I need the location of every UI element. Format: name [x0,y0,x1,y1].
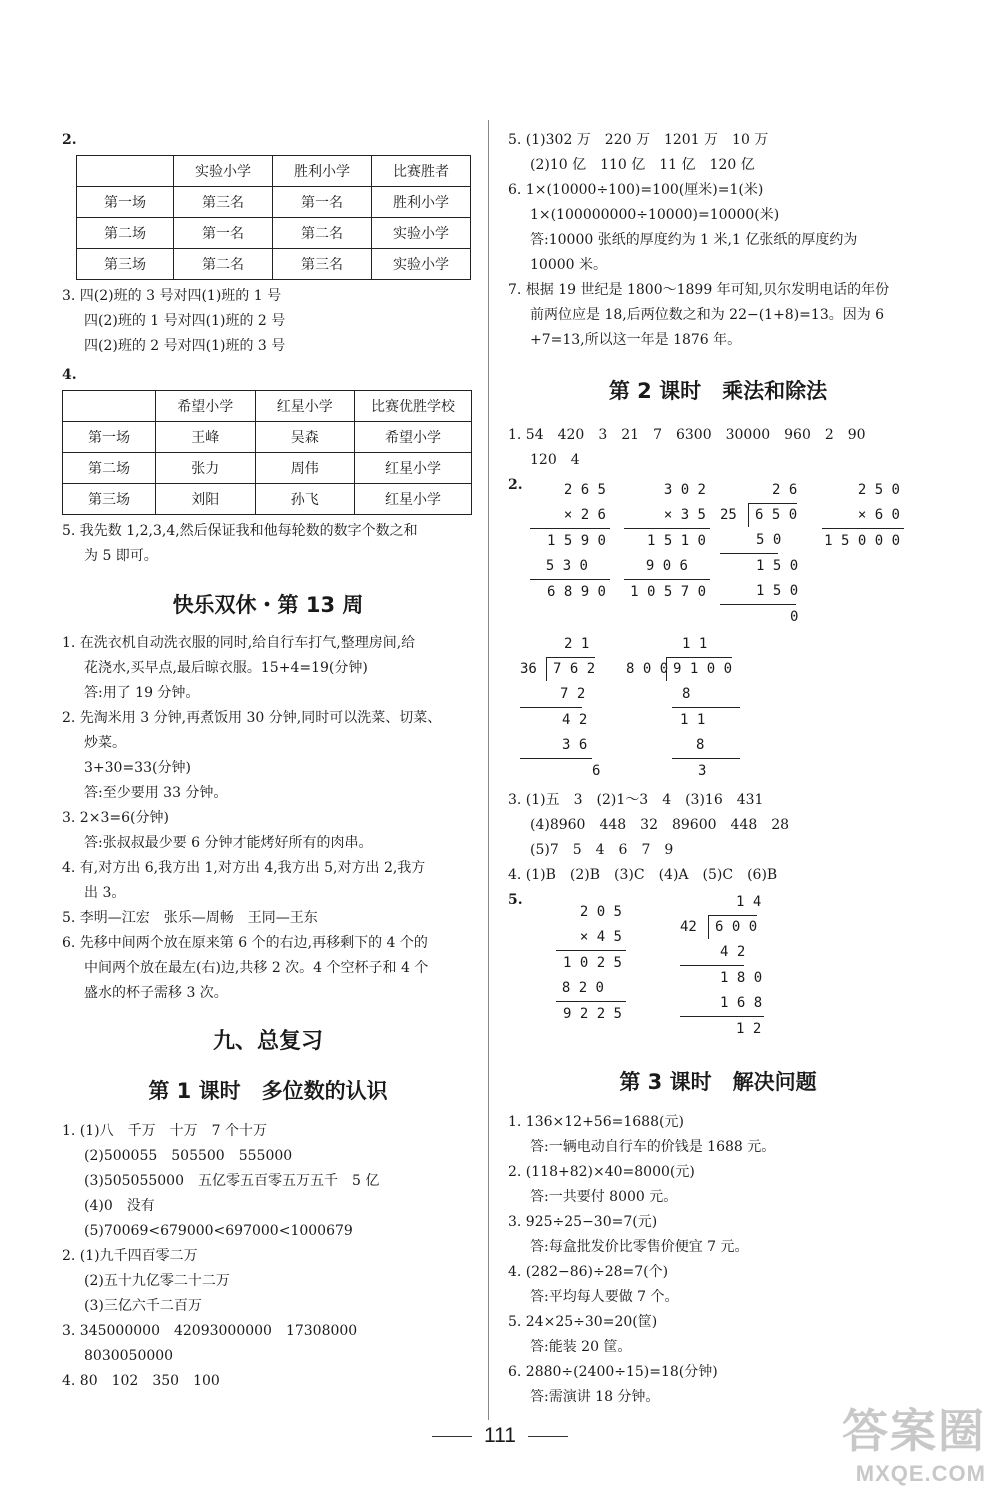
calc-line: 6 0 0 [708,915,757,939]
calc-line: 2 1 [564,636,590,652]
answer-line: 盛水的杯子需移 3 次。 [84,985,228,1001]
calc-line: 1 1 [682,636,708,652]
q4-cell: 希望小学 [355,422,472,453]
calc-line: 4 2 [680,940,744,966]
page-dash-right [528,1436,568,1437]
calc-line: 9 1 0 0 [666,657,732,681]
lesson3-title: 第 3 课时 解决问题 [619,1070,817,1094]
answer-line: 5. 24×25÷30=20(筐) [508,1314,658,1330]
q4-cell: 第二场 [63,453,156,484]
column-divider [488,120,489,1420]
page-dash-left [432,1436,472,1437]
calc-line: 1 5 0 [720,579,796,605]
answer-line: 1. 54 420 3 21 7 6300 30000 960 2 90 [508,427,866,443]
calc-line: 2 0 5 [579,904,622,920]
q4-table [62,390,472,515]
q4-cell: 周伟 [255,453,355,484]
calc-multiply-265x26 [530,478,610,605]
q4-th-3: 比赛优胜学校 [355,391,472,422]
calc-line: 6 8 9 0 [546,584,606,600]
q4-cell: 红星小学 [355,453,472,484]
answer-line: 答:至少要用 33 分钟。 [84,785,228,801]
answer-line: 4. 有,对方出 6,我方出 1,对方出 4,我方出 5,对方出 2,我方 [62,860,426,876]
answer-line: 答:每盒批发价比零售价便宜 7 元。 [530,1239,749,1255]
answer-line: 答:一辆电动自行车的价钱是 1688 元。 [530,1139,776,1155]
q2-cell: 第一场 [77,187,174,218]
q4-cell: 孙飞 [255,484,355,515]
answer-line: 1. (1)八 千万 十万 7 个十万 [62,1123,267,1139]
q5-number: 5. [508,892,523,908]
answer-line: 3+30=33(分钟) [84,760,191,776]
q4-cell: 第一场 [63,422,156,453]
answer-line: 6. 先移中间两个放在原来第 6 个的右边,再移剩下的 4 个的 [62,935,428,951]
answer-line: (5)7 5 4 6 7 9 [530,842,674,858]
answer-line: (2)500055 505500 555000 [84,1148,293,1164]
q5-line: 5. 我先数 1,2,3,4,然后保证我和他每轮数的数字个数之和 [62,523,418,539]
calc-divisor-row [680,915,780,940]
answer-line: 答:用了 19 分钟。 [84,685,200,701]
q4-th-2: 红星小学 [255,391,355,422]
answer-line: 答:一共要付 8000 元。 [530,1189,678,1205]
lesson1-title: 第 1 课时 多位数的认识 [148,1079,388,1103]
calc-line: 25 [720,507,737,523]
calc-divide-9100-by-800 [626,632,746,784]
q2-th-3: 比赛胜者 [372,156,471,187]
answer-line: 答:平均每人要做 7 个。 [530,1289,679,1305]
answer-line: 5. 李明—江宏 张乐—周畅 王同—王东 [62,910,318,926]
calc-divide-650-by-25 [720,478,816,630]
answer-line: (3)三亿六千二百万 [84,1298,202,1314]
calc-line: × 4 5 [556,925,626,951]
lesson2-title: 第 2 课时 乘法和除法 [608,379,828,403]
q3-line: 3. 四(2)班的 3 号对四(1)班的 1 号 [62,288,282,304]
q2-th-1: 实验小学 [174,156,273,187]
q2-cell: 第二场 [77,218,174,249]
answer-line: 2. (1)九千四百零二万 [62,1248,198,1264]
calc-line: 2 6 5 [563,482,606,498]
calc-line: 3 [698,763,707,779]
q2-cell: 第三名 [174,187,273,218]
calc-line: 5 0 [720,528,778,554]
answer-line: 1. 在洗衣机自动洗衣服的同时,给自行车打气,整理房间,给 [62,635,416,651]
section-title: 快乐双休・第 13 周 [172,593,364,617]
answer-line: (4)0 没有 [84,1198,155,1214]
calc-line: 8 2 0 [556,976,626,1002]
calc-line: 9 2 2 5 [562,1006,622,1022]
answer-line: 3. 2×3=6(分钟) [62,810,169,826]
answer-line: (4)8960 448 32 89600 448 28 [530,817,790,833]
calc-line: 5 3 0 [530,554,610,580]
q4-th-0 [63,391,156,422]
calc-multiply-250x60 [822,478,904,554]
calc-divisor-row [520,657,620,682]
calc-line: 2 5 0 [857,482,900,498]
q4-number: 4. [62,367,77,383]
q2-cell: 第三场 [77,249,174,280]
q2-th-0 [77,156,174,187]
calc-divisor-row [626,657,746,682]
answer-line: 2. (118+82)×40=8000(元) [508,1164,695,1180]
calc-line: 42 [680,919,697,935]
calc-line: 36 [520,661,537,677]
q3-line: 四(2)班的 2 号对四(1)班的 3 号 [84,338,286,354]
answer-line: 答:需演讲 18 分钟。 [530,1389,660,1405]
answer-line: 10000 米。 [530,257,607,273]
calc-line: 8 [672,682,740,708]
answer-line: 2. 先淘米用 3 分钟,再煮饭用 30 分钟,同时可以洗菜、切菜、 [62,710,442,726]
q3-line: 四(2)班的 1 号对四(1)班的 2 号 [84,313,286,329]
lesson3-section [508,1066,928,1410]
q4-cell: 吴森 [255,422,355,453]
page-number-text: 111 [484,1424,516,1447]
answer-line: 4. (282−86)÷28=7(个) [508,1264,669,1280]
calc-line: 3 0 2 [663,482,706,498]
q4-cell: 红星小学 [355,484,472,515]
answer-line: 7. 根据 19 世纪是 1800～1899 年可知,贝尔发明电话的年份 [508,282,890,298]
q2-th-2: 胜利小学 [273,156,372,187]
answer-line: 8030050000 [84,1348,174,1364]
answer-line: (5)70069<679000<697000<1000679 [84,1223,353,1239]
answer-line: (2)10 亿 110 亿 11 亿 120 亿 [530,157,755,173]
watermark-logo-text: 答案圈 [842,1405,986,1457]
answer-line: 4. (1)B (2)B (3)C (4)A (5)C (6)B [508,867,778,883]
q2-cell: 实验小学 [372,249,471,280]
calc-line: 4 2 [562,712,588,728]
answer-line: (3)505055000 五亿零五百零五万五千 5 亿 [84,1173,380,1189]
q2-cell: 第一名 [273,187,372,218]
calc-line: 2 6 [772,482,798,498]
q2-number: 2. [62,132,77,148]
answer-line: 3. 925÷25−30=7(元) [508,1214,658,1230]
calc-line: 1 4 [736,894,762,910]
q2-cell: 第一名 [174,218,273,249]
q2-cell: 第三名 [273,249,372,280]
q2-number: 2. [508,477,523,493]
answer-line: 1×(100000000÷10000)=10000(米) [530,207,780,223]
q2-cell: 实验小学 [372,218,471,249]
q2-table [76,155,471,280]
calc-divide-600-by-42 [680,890,780,1042]
q2-cell: 第二名 [174,249,273,280]
answer-line: 答:能装 20 筐。 [530,1339,632,1355]
calc-line: 1 5 0 0 0 [824,533,900,549]
q2-cell: 胜利小学 [372,187,471,218]
calc-line: 8 [672,733,740,759]
answer-line: 1. 136×12+56=1688(元) [508,1114,684,1130]
answer-line: 前两位应是 18,后两位数之和为 22−(1+8)=13。因为 6 [530,307,885,323]
answer-line: 答:张叔叔最少要 6 分钟才能烤好所有的肉串。 [84,835,373,851]
calc-line: 1 0 2 5 [562,955,622,971]
calc-line: 9 0 6 [624,554,710,580]
answer-line: 花浇水,买早点,最后晾衣服。15+4=19(分钟) [84,660,368,676]
calc-line: 6 [592,763,601,779]
q5-line: 为 5 即可。 [84,548,158,564]
answer-line: 3. (1)五 3 (2)1～3 4 (3)16 431 [508,792,764,808]
calc-line: 3 6 [520,733,592,759]
calc-line: × 2 6 [530,503,610,529]
q4-cell: 第三场 [63,484,156,515]
calc-line: × 6 0 [822,503,904,529]
calc-line: 1 6 8 [680,991,764,1017]
q4-cell: 刘阳 [156,484,256,515]
calc-line: 1 5 9 0 [546,533,606,549]
watermark [842,1395,986,1487]
calc-line: 1 0 5 7 0 [630,584,706,600]
calc-multiply-302x35 [624,478,710,605]
q2-cell: 第二名 [273,218,372,249]
calc-line: 8 0 0 [626,661,669,677]
calc-line: 0 [790,609,799,625]
calc-line: 1 1 [680,712,706,728]
calc-line: 1 8 0 [720,970,763,986]
calc-line: 1 2 [736,1021,762,1037]
answer-line: 4. 80 102 350 100 [62,1373,220,1389]
calc-line: × 3 5 [624,503,710,529]
left-column [62,128,474,1394]
calc-multiply-205x45 [556,900,626,1027]
answer-line: 出 3。 [84,885,126,901]
calc-divisor-row [720,503,816,528]
answer-line: 5. (1)302 万 220 万 1201 万 10 万 [508,132,769,148]
section-answers [62,631,474,1006]
q4-cell: 王峰 [156,422,256,453]
right-column [508,128,928,498]
answer-line: +7=13,所以这一年是 1876 年。 [530,332,742,348]
answer-line: 120 4 [530,452,580,468]
calc-divide-762-by-36 [520,632,620,784]
calc-line: 1 5 0 [756,558,799,574]
answer-line: 中间两个放在最左(右)边,共移 2 次。4 个空杯子和 4 个 [84,960,429,976]
calc-line: 7 6 2 [546,657,595,681]
answer-line: 答:10000 张纸的厚度约为 1 米,1 亿张纸的厚度约为 [530,232,858,248]
chapter-title: 九、总复习 [212,1029,323,1054]
calc-line: 7 2 [520,682,582,708]
answer-line: 6. 1×(10000÷100)=100(厘米)=1(米) [508,182,764,198]
answer-line: (2)五十九亿零二十二万 [84,1273,230,1289]
answer-line: 3. 345000000 42093000000 17308000 [62,1323,358,1339]
calc-line: 6 5 0 [748,503,797,527]
watermark-url: MXQE.COM [855,1461,986,1486]
calc-line: 1 5 1 0 [646,533,706,549]
q4-cell: 张力 [156,453,256,484]
lesson1-answers [62,1119,474,1394]
answer-line: 炒菜。 [84,735,126,751]
q4-th-1: 希望小学 [156,391,256,422]
answer-line: 6. 2880÷(2400÷15)=18(分钟) [508,1364,718,1380]
